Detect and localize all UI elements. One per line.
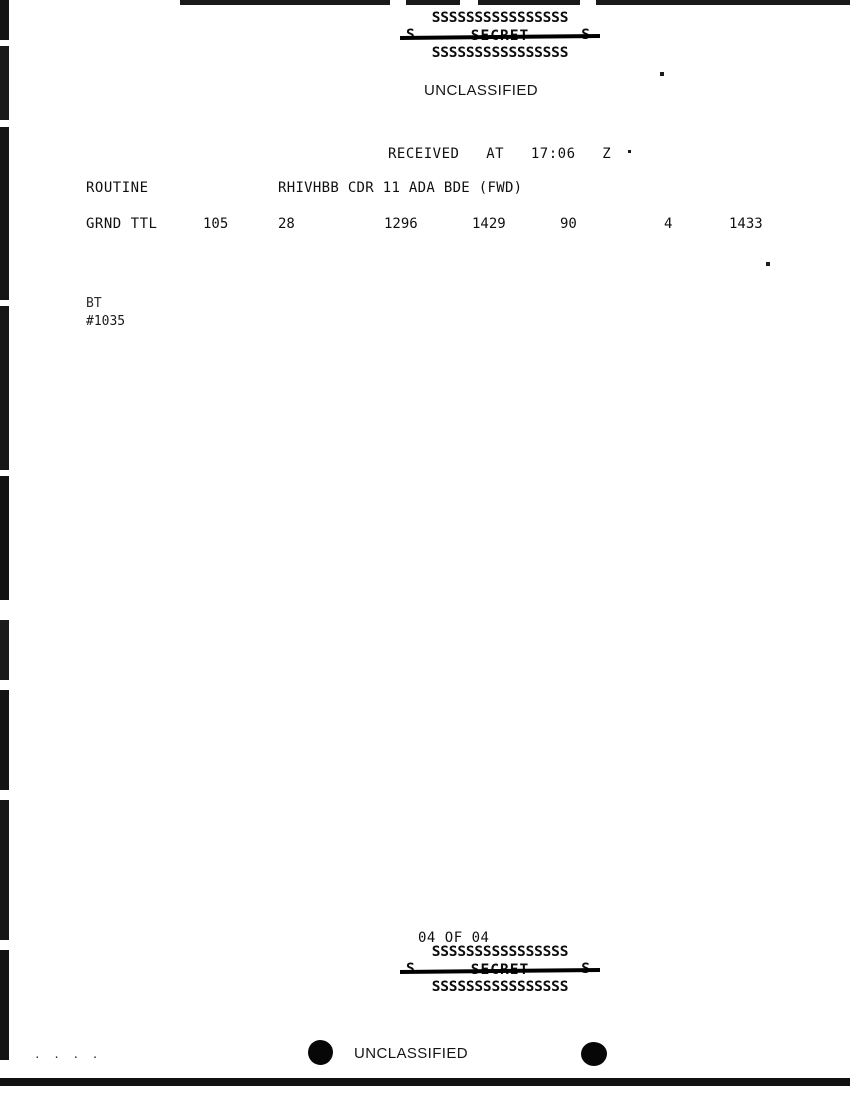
secret-s-band-bottom: SSSSSSSSSSSSSSSS	[431, 979, 569, 995]
grand-total-label: GRND TTL	[86, 216, 158, 232]
bottom-classification-stamp	[400, 944, 600, 995]
page-edge-left-artifact	[0, 0, 9, 1090]
page-edge-top-artifact	[160, 0, 850, 5]
hole-punch-mark-left	[308, 1040, 333, 1065]
grand-total-value: 1429	[472, 216, 506, 232]
grand-total-value: 4	[664, 216, 673, 232]
grand-total-value: 90	[560, 216, 577, 232]
grand-total-value: 1296	[384, 216, 418, 232]
page-edge-bottom-artifact	[0, 1078, 850, 1086]
page-marker: 04 OF 04	[418, 930, 490, 946]
corner-dots-artifact: . . . .	[34, 1048, 102, 1061]
scan-speck	[628, 150, 631, 153]
bottom-unclassified-marking: UNCLASSIFIED	[354, 1045, 468, 1062]
top-unclassified-marking: UNCLASSIFIED	[424, 82, 538, 99]
secret-stamp-line	[400, 960, 600, 979]
secret-stamp-line	[400, 26, 600, 45]
precedence-routine: ROUTINE	[86, 180, 149, 196]
top-classification-stamp	[400, 10, 600, 61]
hole-punch-mark-right	[581, 1042, 607, 1066]
secret-s-band-top: SSSSSSSSSSSSSSSS	[431, 10, 569, 26]
scan-speck	[766, 262, 770, 266]
secret-s-band-top: SSSSSSSSSSSSSSSS	[431, 944, 569, 960]
message-number: #1035	[86, 314, 126, 329]
end-of-message-bt: BT	[86, 296, 102, 311]
scan-speck	[660, 72, 664, 76]
grand-total-value: 28	[278, 216, 295, 232]
received-at-line: RECEIVED AT 17:06 Z	[388, 146, 612, 162]
addressee-line: RHIVHBB CDR 11 ADA BDE (FWD)	[278, 180, 523, 196]
grand-total-value: 105	[203, 216, 229, 232]
grand-total-value: 1433	[729, 216, 763, 232]
secret-s-band-bottom: SSSSSSSSSSSSSSSS	[431, 45, 569, 61]
